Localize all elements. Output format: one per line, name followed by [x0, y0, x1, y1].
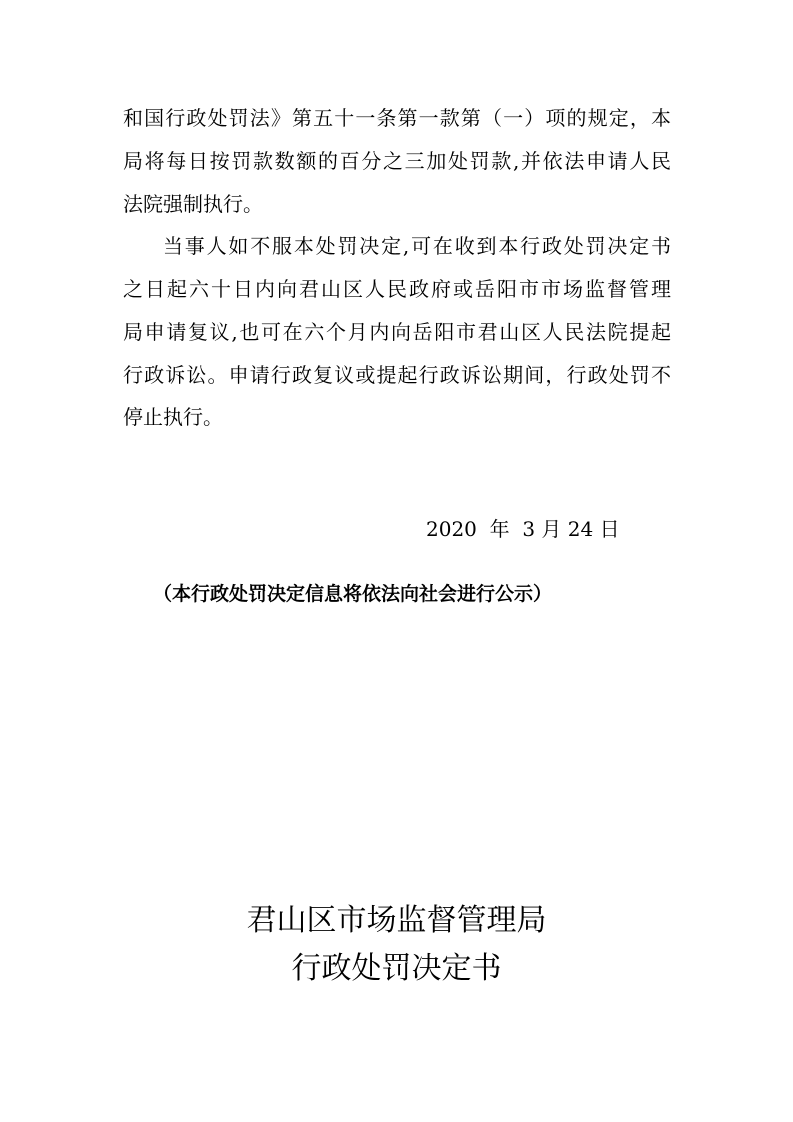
body-line-5: 之日起六十日内向君山区人民政府或岳阳市市场监督管理 — [123, 277, 671, 301]
body-line-8: 停止执行。 — [123, 405, 223, 429]
body-line-1: 和国行政处罚法》第五十一条第一款第（一）项的规定，本 — [123, 106, 671, 130]
body-line-6: 局申请复议,也可在六个月内向岳阳市君山区人民法院提起 — [123, 320, 671, 344]
public-notice: （本行政处罚决定信息将依法向社会进行公示） — [153, 583, 553, 605]
decision-date: 2020 年 3 月 24 日 — [426, 517, 620, 541]
footer-document-title: 行政处罚决定书 — [291, 951, 502, 986]
body-line-2: 局将每日按罚款数额的百分之三加处罚款,并依法申请人民 — [123, 149, 671, 173]
footer-agency-name: 君山区市场监督管理局 — [246, 903, 547, 938]
body-line-7: 行政诉讼。申请行政复议或提起行政诉讼期间，行政处罚不 — [123, 363, 671, 387]
body-line-3: 法院强制执行。 — [123, 192, 263, 216]
body-line-4: 当事人如不服本处罚决定,可在收到本行政处罚决定书 — [163, 234, 671, 258]
